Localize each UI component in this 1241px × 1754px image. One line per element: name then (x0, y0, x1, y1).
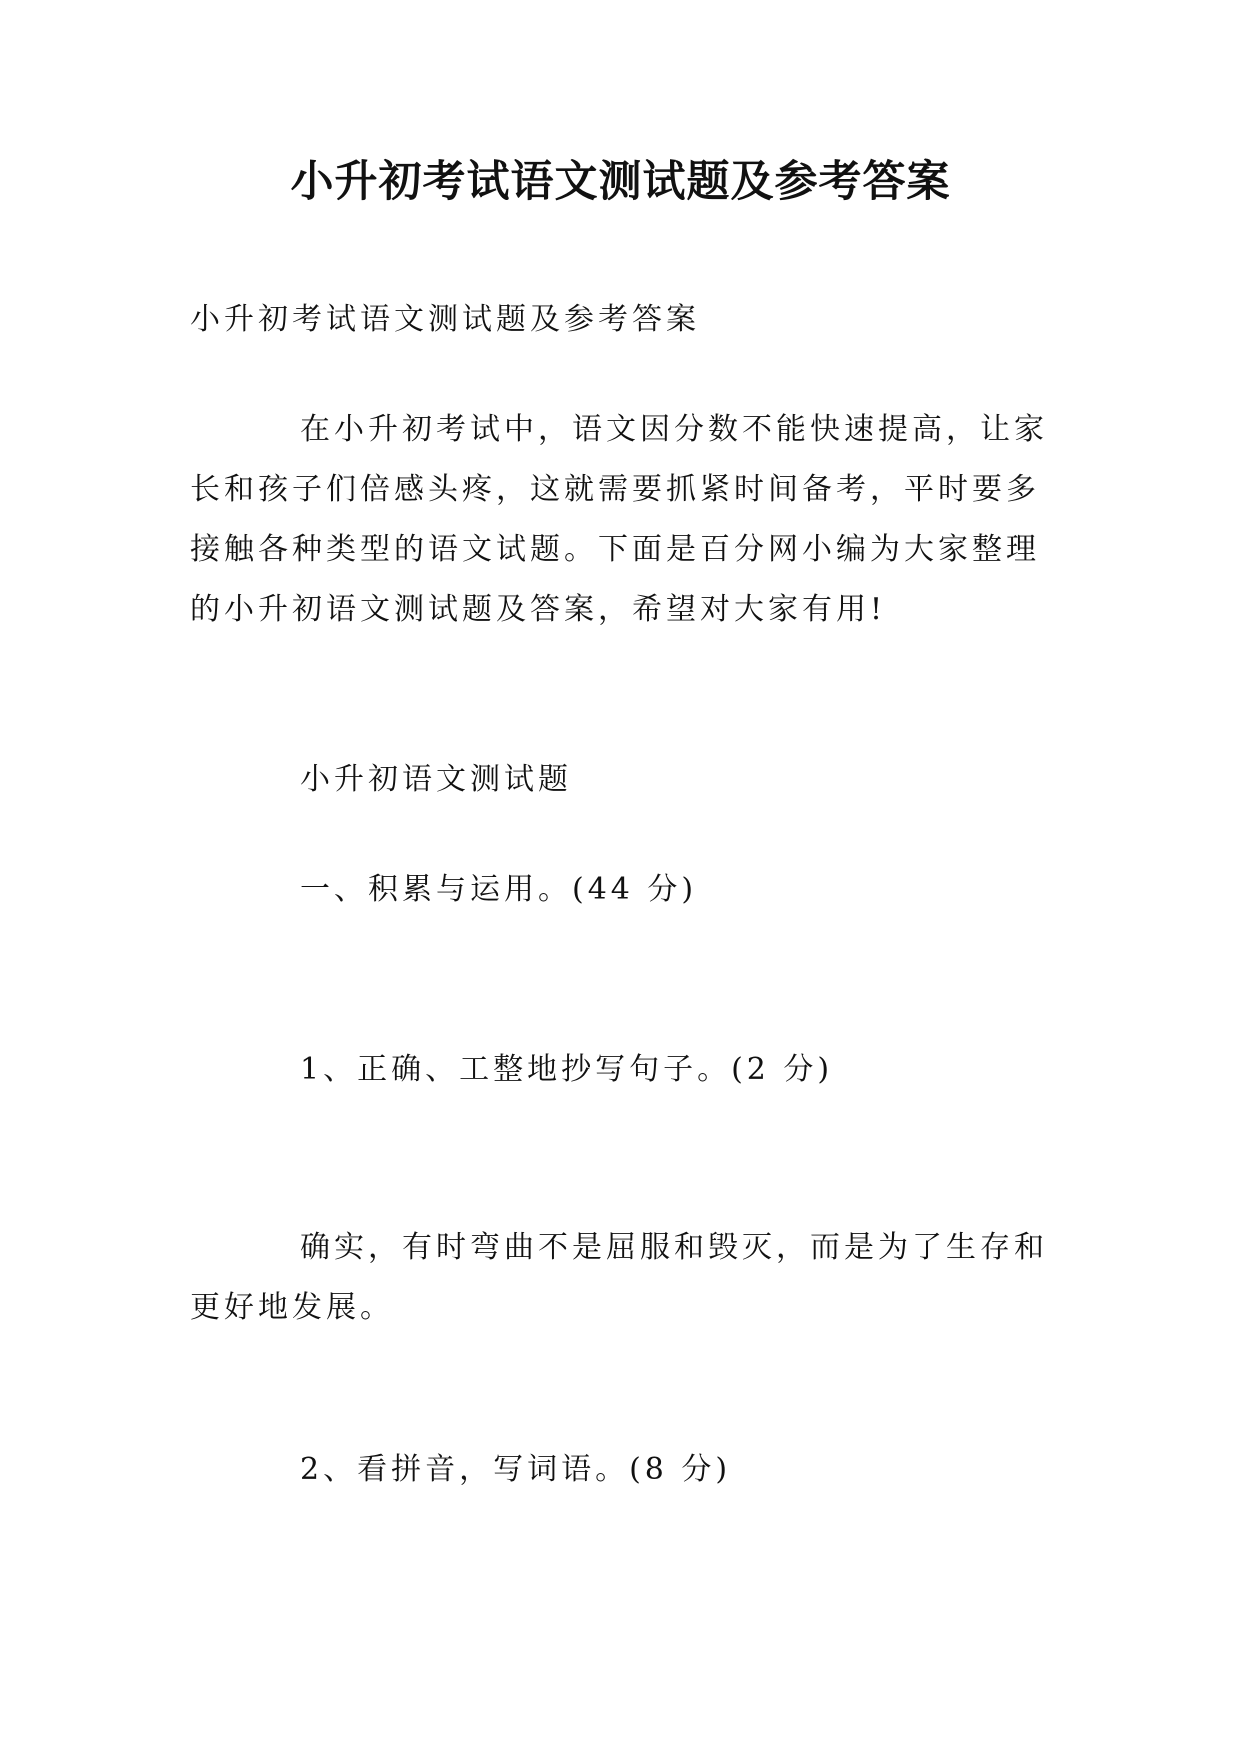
copy-sentence: 确实，有时弯曲不是屈服和毁灭，而是为了生存和更好地发展。 (190, 1230, 1048, 1325)
part-one-heading: 一、积累与运用。(44 分) (300, 872, 698, 907)
document-subtitle: 小升初考试语文测试题及参考答案 (190, 302, 700, 337)
intro-paragraph: 在小升初考试中，语文因分数不能快速提高，让家长和孩子们倍感头疼，这就需要抓紧时间备考，平时要多接触各种类型的语文试题。下面是百分网小编为大家整理的小升初语文测试题及答案，希望对大家有用! (190, 412, 1048, 627)
question-2: 2、看拼音，写词语。(8 分) (300, 1452, 732, 1487)
page-title: 小升初考试语文测试题及参考答案 (290, 157, 951, 207)
question-1: 1、正确、工整地抄写句子。(2 分) (300, 1052, 834, 1087)
section-heading: 小升初语文测试题 (300, 762, 572, 797)
